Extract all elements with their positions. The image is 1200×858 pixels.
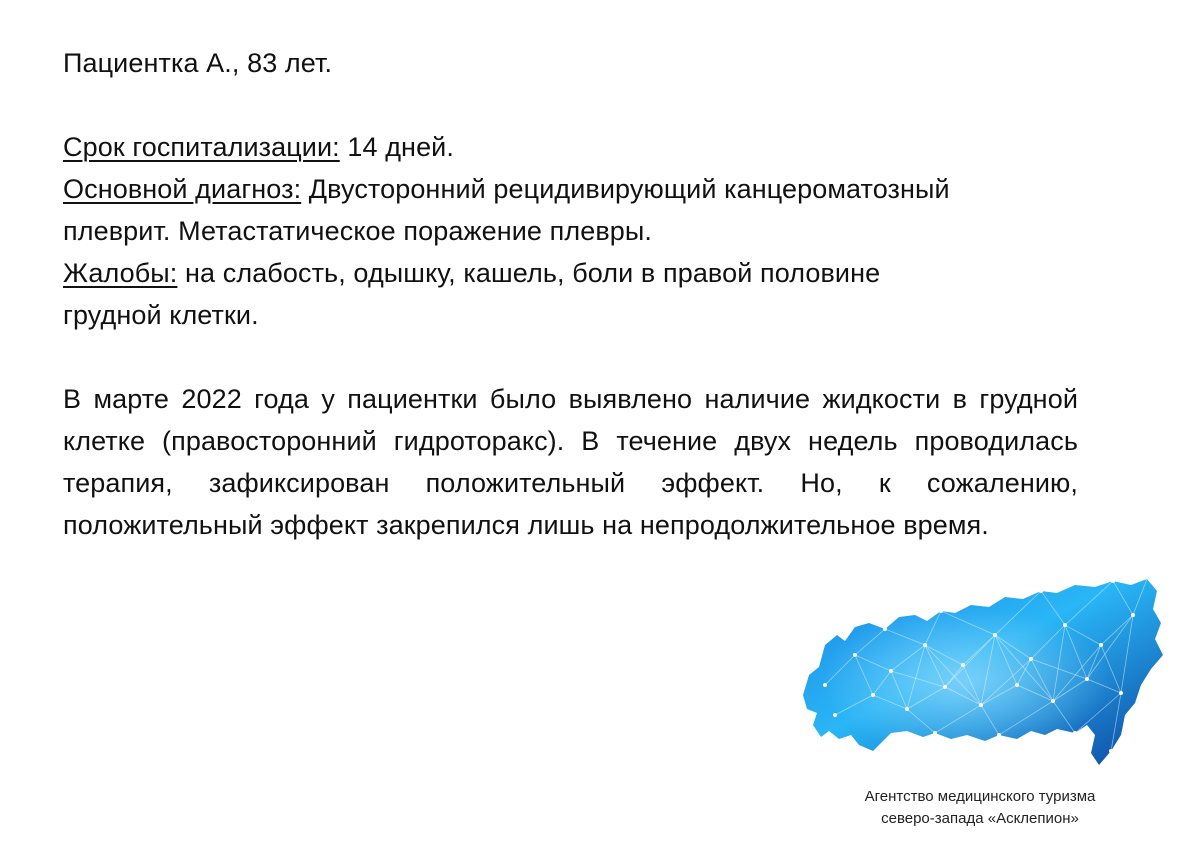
patient-title: Пациентка А., 83 лет.: [63, 48, 333, 78]
complaints-label: Жалобы:: [63, 258, 178, 288]
hospitalization-line: [63, 126, 1078, 168]
complaints-value: на слабость, одышку, кашель, боли в правой половине грудной клетки.: [63, 258, 881, 330]
document-body: [63, 42, 1078, 546]
agency-caption-line2: северо-запада «Асклепион»: [881, 810, 1079, 827]
agency-caption: [820, 786, 1140, 830]
agency-caption-line1: Агентство медицинского туризма: [864, 788, 1096, 805]
spacer: [63, 336, 1078, 378]
diagnosis-line: [63, 168, 1063, 252]
hospitalization-label: Срок госпитализации:: [63, 132, 340, 162]
diagnosis-value: Двусторонний рецидивирующий канцероматозный плеврит. Метастатическое поражение плевры.: [63, 174, 950, 246]
complaints-line: [63, 252, 983, 336]
diagnosis-label: Основной диагноз:: [63, 174, 302, 204]
history-paragraph: В марте 2022 года у пациентки было выявлено наличие жидкости в грудной клетке (правосторонний гидроторакс). В течение двух недель проводилась терапия, зафиксирован положительный эффект. Но, к сожалению, положительный эффект закрепился лишь на непродолжительное время.: [63, 384, 1078, 540]
russia-map-icon: [795, 575, 1167, 780]
spacer: [63, 84, 1078, 126]
hospitalization-value: 14 дней.: [339, 132, 454, 162]
